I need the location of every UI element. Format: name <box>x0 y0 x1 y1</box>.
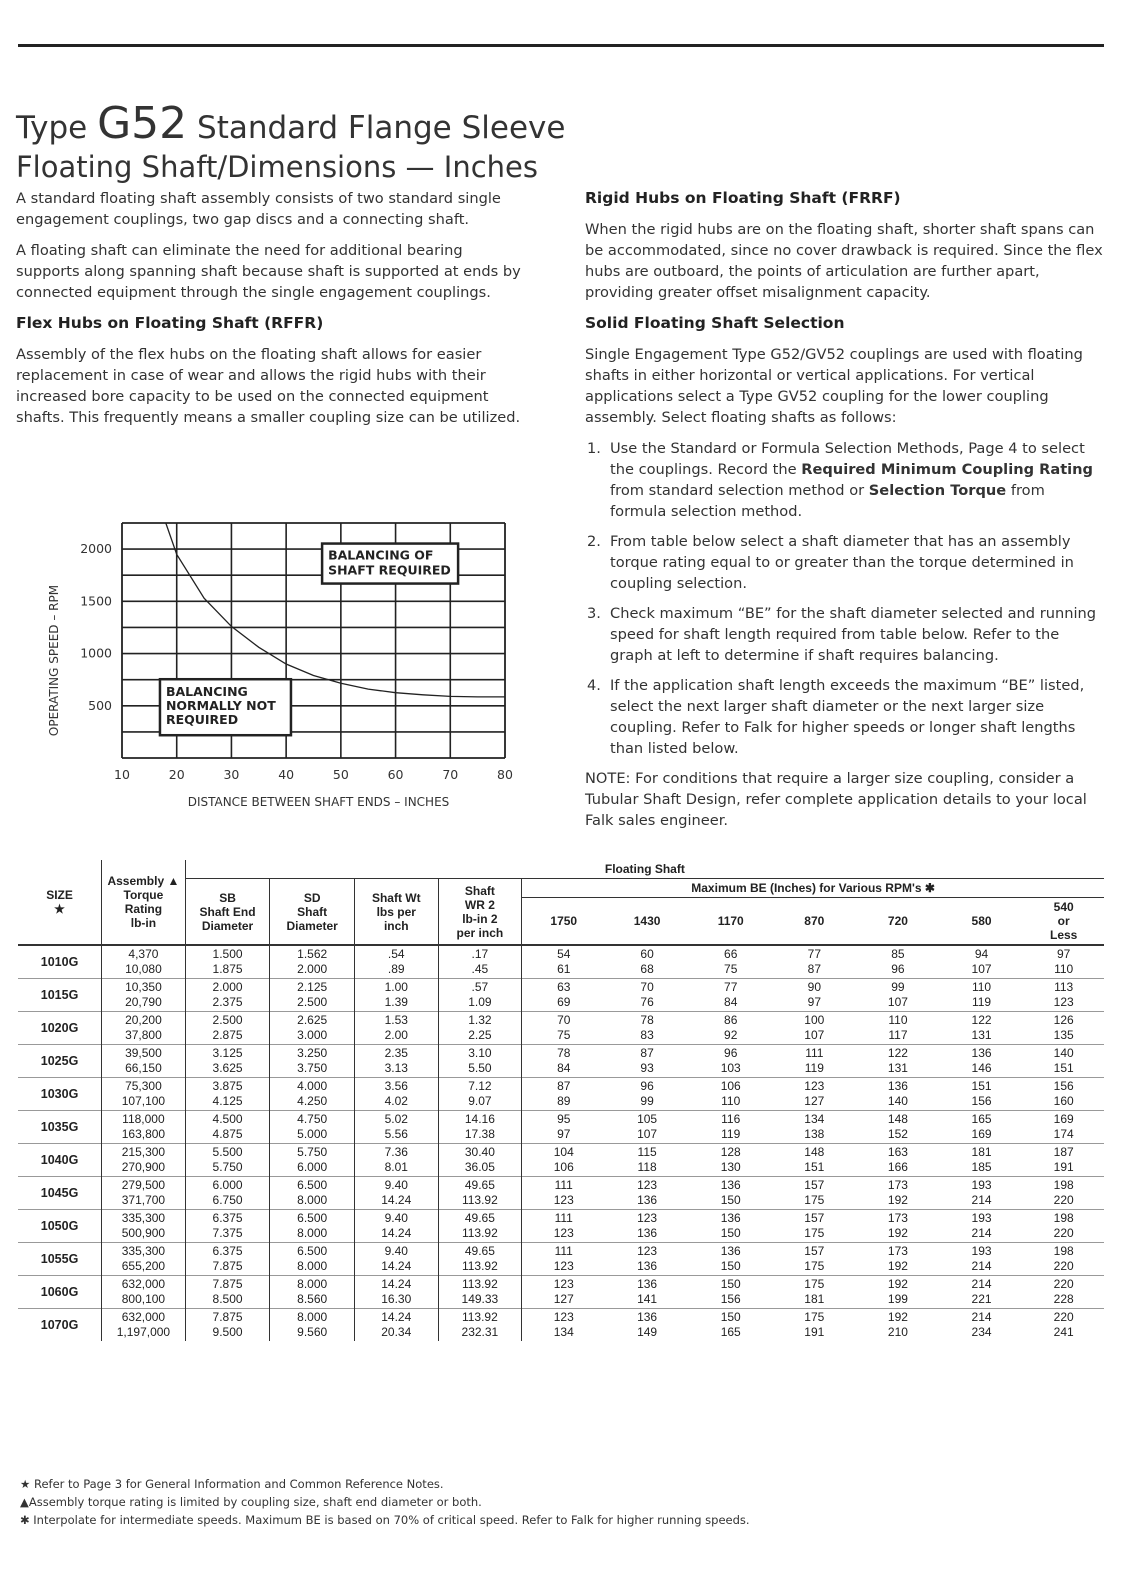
cell-max-be: 97 110 <box>1054 947 1074 976</box>
table-row <box>18 979 1104 1012</box>
cell-shaft-wt: 5.02 5.56 <box>354 1111 438 1144</box>
title-model: G52 <box>97 98 188 149</box>
header-shaft-wt: Shaft Wt lbs per inch <box>354 879 438 946</box>
cell-max-be: 192 199 <box>887 1277 908 1306</box>
table-row <box>18 1177 1104 1210</box>
note-paragraph: NOTE: For conditions that require a larger size coupling, consider a Tubular Shaft Design, refer complete application details to your local Falk sales engineer. <box>585 770 1087 829</box>
footnotes <box>20 1475 750 1529</box>
cell-max-be: 99 107 <box>887 980 908 1009</box>
cell-max-be: 106 110 <box>720 1079 741 1108</box>
cell-max-be: 123 134 <box>522 1309 606 1342</box>
cell-max-be: 165 169 <box>971 1112 992 1141</box>
cell-max-be: 123 127 <box>522 1276 606 1309</box>
cell-shaft-wr: 49.65 113.92 <box>438 1243 522 1276</box>
header-torque: Assembly ▲ Torque Rating lb-in <box>102 860 186 945</box>
x-tick-label: 40 <box>278 767 295 782</box>
cell-sb: 2.000 2.375 <box>185 979 270 1012</box>
flex-hubs-paragraph: Assembly of the flex hubs on the floating shaft allows for easier replacement in case of wear and allows the rigid hubs with their increased bore capacity to be used on the connected equipment shafts. This frequently means a smaller coupling size can be utilized. <box>16 346 521 426</box>
cell-torque: 75,300 107,100 <box>102 1078 186 1111</box>
cell-max-be: 173 192 <box>887 1211 908 1240</box>
step-4: 4. If the application shaft length exceeds the maximum “BE” listed, select the next larger shaft diameter or the next larger size coupling. Refer to Falk for higher speeds or longer shaft lengths than listed below. <box>587 677 1085 757</box>
cell-max-be: 198 220 <box>1053 1244 1074 1273</box>
balancing-chart-svg <box>40 515 545 820</box>
cell-shaft-wt: 9.40 14.24 <box>354 1177 438 1210</box>
cell-shaft-wt: .54 .89 <box>354 945 438 979</box>
annotation-balancing-required <box>322 544 458 584</box>
cell-max-be: 187 191 <box>1053 1145 1074 1174</box>
x-tick-label: 50 <box>332 767 349 782</box>
cell-max-be: 77 84 <box>724 980 738 1009</box>
cell-max-be: 175 191 <box>804 1310 825 1339</box>
annotation-balancing-not-required <box>160 679 291 735</box>
cell-max-be: 123 136 <box>637 1211 658 1240</box>
title-prefix: Type <box>16 110 88 146</box>
annotation-required-line2: SHAFT REQUIRED <box>328 562 451 578</box>
top-rule <box>18 44 1104 47</box>
cell-size: 1040G <box>40 1152 79 1167</box>
x-tick-label: 10 <box>114 767 130 782</box>
cell-shaft-wt: 7.36 8.01 <box>354 1144 438 1177</box>
table-row <box>18 1276 1104 1309</box>
cell-max-be: 163 166 <box>887 1145 908 1174</box>
cell-torque: 4,370 10,080 <box>102 945 186 979</box>
cell-max-be: 136 150 <box>720 1244 741 1273</box>
table-row <box>18 1309 1104 1342</box>
cell-max-be: 214 221 <box>971 1277 992 1306</box>
cell-max-be: 136 149 <box>637 1310 658 1339</box>
cell-max-be: 110 117 <box>888 1013 908 1042</box>
cell-max-be: 78 84 <box>522 1045 606 1078</box>
header-max-be: Maximum BE (Inches) for Various RPM's ✱ <box>522 879 1104 898</box>
cell-max-be: 193 214 <box>971 1211 992 1240</box>
cell-max-be: 136 150 <box>720 1211 741 1240</box>
cell-shaft-wt: 9.40 14.24 <box>354 1243 438 1276</box>
step-2: 2. From table below select a shaft diameter that has an assembly torque rating equal to or greater than the torque determined in coupling selection. <box>587 533 1074 592</box>
header-floating-shaft: Floating Shaft <box>185 860 1104 879</box>
cell-max-be: 96 103 <box>720 1046 741 1075</box>
cell-max-be: 85 96 <box>891 947 905 976</box>
cell-size: 1010G <box>40 954 79 969</box>
cell-max-be: 169 174 <box>1053 1112 1074 1141</box>
cell-max-be: 86 92 <box>724 1013 738 1042</box>
cell-max-be: 70 76 <box>640 980 654 1009</box>
cell-max-be: 90 97 <box>807 980 821 1009</box>
cell-torque: 20,200 37,800 <box>102 1012 186 1045</box>
cell-max-be: 148 152 <box>887 1112 908 1141</box>
cell-shaft-wt: 9.40 14.24 <box>354 1210 438 1243</box>
cell-max-be: 193 214 <box>971 1244 992 1273</box>
cell-shaft-wt: 1.00 1.39 <box>354 979 438 1012</box>
cell-max-be: 126 135 <box>1053 1013 1074 1042</box>
cell-max-be: 136 141 <box>637 1277 658 1306</box>
cell-sd: 1.562 2.000 <box>270 945 355 979</box>
y-tick-label: 2000 <box>80 541 112 557</box>
table-row <box>18 1210 1104 1243</box>
dimensions-table <box>18 860 1104 1341</box>
table-row <box>18 1111 1104 1144</box>
cell-max-be: 198 220 <box>1053 1178 1074 1207</box>
cell-torque: 39,500 66,150 <box>102 1045 186 1078</box>
cell-torque: 632,000 800,100 <box>102 1276 186 1309</box>
cell-max-be: 113 123 <box>1053 980 1074 1009</box>
cell-max-be: 128 130 <box>720 1145 741 1174</box>
cell-max-be: 181 185 <box>971 1145 992 1174</box>
cell-shaft-wr: 3.10 5.50 <box>438 1045 522 1078</box>
cell-max-be: 136 146 <box>971 1046 992 1075</box>
annotation-required-line1: BALANCING OF <box>328 547 434 563</box>
y-tick-labels <box>80 541 112 713</box>
cell-max-be: 95 97 <box>522 1111 606 1144</box>
cell-max-be: 96 99 <box>640 1079 654 1108</box>
table-row <box>18 1012 1104 1045</box>
x-axis-label: DISTANCE BETWEEN SHAFT ENDS – INCHES <box>187 795 450 809</box>
cell-size: 1035G <box>40 1119 79 1134</box>
cell-shaft-wr: 7.12 9.07 <box>438 1078 522 1111</box>
header-rpm-540-or-less: 540 or Less <box>1049 900 1078 942</box>
cell-max-be: 111 123 <box>522 1177 606 1210</box>
cell-sd: 5.750 6.000 <box>270 1144 355 1177</box>
step-1: 1. Use the Standard or Formula Selection Methods, Page 4 to select the couplings. Record the Required Minimum Coupling Rating from standard selection method or Selection Torque from formula selection method. <box>587 440 1094 520</box>
cell-max-be: 122 131 <box>887 1046 908 1075</box>
balancing-chart <box>40 515 545 820</box>
cell-sd: 4.000 4.250 <box>270 1078 355 1111</box>
x-tick-label: 30 <box>223 767 240 782</box>
intro-paragraph: A standard floating shaft assembly consists of two standard single engagement couplings, two gap discs and a connecting shaft. <box>16 190 501 228</box>
cell-sb: 1.500 1.875 <box>185 945 270 979</box>
cell-max-be: 111 123 <box>522 1210 606 1243</box>
table-row <box>18 945 1104 979</box>
cell-shaft-wt: 3.56 4.02 <box>354 1078 438 1111</box>
cell-max-be: 136 140 <box>887 1079 908 1108</box>
cell-max-be: 156 160 <box>1053 1079 1074 1108</box>
page-subtitle: Floating Shaft/Dimensions — Inches <box>16 150 538 184</box>
cell-size: 1030G <box>40 1086 79 1101</box>
cell-sd: 6.500 8.000 <box>270 1243 355 1276</box>
cell-max-be: 214 234 <box>971 1310 992 1339</box>
cell-shaft-wr: 49.65 113.92 <box>438 1210 522 1243</box>
cell-sd: 3.250 3.750 <box>270 1045 355 1078</box>
cell-size: 1055G <box>40 1251 79 1266</box>
table-row <box>18 1045 1104 1078</box>
header-rpm-870: 870 <box>804 914 825 928</box>
footnote-asterisk: ✱ Interpolate for intermediate speeds. Maximum BE is based on 70% of critical speed. Refer to Falk for higher running speeds. <box>20 1513 750 1527</box>
cell-sb: 4.500 4.875 <box>185 1111 270 1144</box>
annotation-not-required-line3: REQUIRED <box>165 712 239 728</box>
cell-max-be: 173 192 <box>887 1178 908 1207</box>
y-axis-label: OPERATING SPEED – RPM <box>47 584 61 737</box>
cell-max-be: 63 69 <box>522 979 606 1012</box>
cell-shaft-wt: 14.24 20.34 <box>354 1309 438 1342</box>
cell-sb: 7.875 9.500 <box>185 1309 270 1342</box>
step-3: 3. Check maximum “BE” for the shaft diameter selected and running speed for shaft length required from table below. Refer to the graph at left to determine if shaft requires balancing. <box>587 605 1097 664</box>
cell-sb: 6.375 7.375 <box>185 1210 270 1243</box>
cell-max-be: 87 89 <box>522 1078 606 1111</box>
cell-max-be: 123 136 <box>637 1178 658 1207</box>
cell-max-be: 111 123 <box>522 1243 606 1276</box>
cell-max-be: 175 181 <box>804 1277 825 1306</box>
cell-shaft-wr: 113.92 149.33 <box>438 1276 522 1309</box>
flex-hubs-heading: Flex Hubs on Floating Shaft (RFFR) <box>16 314 324 332</box>
x-tick-label: 70 <box>442 767 459 782</box>
cell-sb: 3.125 3.625 <box>185 1045 270 1078</box>
cell-torque: 279,500 371,700 <box>102 1177 186 1210</box>
left-column <box>16 188 526 438</box>
cell-max-be: 193 214 <box>971 1178 992 1207</box>
cell-max-be: 151 156 <box>971 1079 992 1108</box>
annotation-not-required-line2: NORMALLY NOT <box>165 698 276 714</box>
header-shaft-wr: Shaft WR 2 lb-in 2 per inch <box>438 879 522 946</box>
cell-max-be: 54 61 <box>522 945 606 979</box>
y-tick-label: 1000 <box>80 645 112 661</box>
rigid-hubs-heading: Rigid Hubs on Floating Shaft (FRRF) <box>585 189 901 207</box>
cell-shaft-wr: 49.65 113.92 <box>438 1177 522 1210</box>
cell-shaft-wr: 113.92 232.31 <box>438 1309 522 1342</box>
right-column <box>585 188 1105 841</box>
cell-max-be: 70 75 <box>522 1012 606 1045</box>
cell-max-be: 173 192 <box>887 1244 908 1273</box>
footnote-triangle: ▲Assembly torque rating is limited by coupling size, shaft end diameter or both. <box>20 1495 482 1509</box>
cell-size: 1015G <box>40 987 79 1002</box>
header-sb: SB Shaft End Diameter <box>185 879 270 946</box>
cell-size: 1025G <box>40 1053 79 1068</box>
cell-max-be: 123 136 <box>637 1244 658 1273</box>
cell-sd: 6.500 8.000 <box>270 1177 355 1210</box>
x-tick-label: 80 <box>497 767 513 782</box>
floating-shaft-paragraph: A floating shaft can eliminate the need for additional bearing supports along spanning shaft because shaft is supported at ends by connected equipment through the single engagement couplings. <box>16 242 521 301</box>
cell-max-be: 122 131 <box>971 1013 992 1042</box>
solid-shaft-heading: Solid Floating Shaft Selection <box>585 314 845 332</box>
cell-sb: 7.875 8.500 <box>185 1276 270 1309</box>
table-row <box>18 1243 1104 1276</box>
cell-max-be: 115 118 <box>637 1145 657 1174</box>
cell-max-be: 192 210 <box>887 1310 908 1339</box>
cell-max-be: 198 220 <box>1053 1211 1074 1240</box>
cell-shaft-wr: 1.32 2.25 <box>438 1012 522 1045</box>
cell-max-be: 78 83 <box>640 1013 654 1042</box>
cell-shaft-wt: 1.53 2.00 <box>354 1012 438 1045</box>
cell-max-be: 136 150 <box>720 1178 741 1207</box>
cell-sd: 2.625 3.000 <box>270 1012 355 1045</box>
cell-torque: 335,300 655,200 <box>102 1243 186 1276</box>
cell-shaft-wt: 14.24 16.30 <box>354 1276 438 1309</box>
header-rpm-720: 720 <box>887 914 908 928</box>
header-rpm-580: 580 <box>971 914 992 928</box>
cell-max-be: 148 151 <box>804 1145 825 1174</box>
solid-shaft-paragraph: Single Engagement Type G52/GV52 couplings are used with floating shafts in either horizontal or vertical applications. For vertical applications select a Type GV52 coupling for the lower coupling assembly. Select floating shafts as follows: <box>585 346 1083 426</box>
cell-torque: 118,000 163,800 <box>102 1111 186 1144</box>
cell-sd: 6.500 8.000 <box>270 1210 355 1243</box>
rigid-hubs-paragraph: When the rigid hubs are on the floating shaft, shorter shaft spans can be accommodated, since no cover drawback is required. Since the flex hubs are outboard, the points of articulation are further apart, providing greater offset misalignment capacity. <box>585 221 1103 301</box>
cell-size: 1045G <box>40 1185 79 1200</box>
header-rpm-1170: 1170 <box>717 914 744 928</box>
annotation-not-required-line1: BALANCING <box>165 684 248 700</box>
cell-sb: 5.500 5.750 <box>185 1144 270 1177</box>
cell-max-be: 77 87 <box>807 947 821 976</box>
x-tick-labels <box>114 767 513 782</box>
cell-size: 1060G <box>40 1284 79 1299</box>
cell-max-be: 60 68 <box>640 947 654 976</box>
cell-torque: 10,350 20,790 <box>102 979 186 1012</box>
title-rest: Standard Flange Sleeve <box>197 110 566 146</box>
cell-sd: 4.750 5.000 <box>270 1111 355 1144</box>
table-body <box>18 945 1104 1341</box>
cell-size: 1070G <box>40 1317 79 1332</box>
cell-max-be: 220 228 <box>1053 1277 1074 1306</box>
cell-max-be: 150 165 <box>720 1310 741 1339</box>
cell-torque: 632,000 1,197,000 <box>102 1309 186 1342</box>
cell-shaft-wr: 30.40 36.05 <box>438 1144 522 1177</box>
cell-max-be: 87 93 <box>640 1046 654 1075</box>
footnote-star: ★ Refer to Page 3 for General Information and Common Reference Notes. <box>20 1477 444 1491</box>
cell-max-be: 105 107 <box>637 1112 658 1141</box>
cell-max-be: 66 75 <box>724 947 738 976</box>
cell-max-be: 157 175 <box>804 1178 825 1207</box>
cell-max-be: 94 107 <box>971 947 992 976</box>
cell-max-be: 100 107 <box>804 1013 825 1042</box>
selection-steps <box>585 438 1105 759</box>
header-size: SIZE ★ <box>46 888 73 916</box>
cell-sd: 8.000 8.560 <box>270 1276 355 1309</box>
cell-max-be: 116 119 <box>721 1112 741 1141</box>
x-tick-label: 60 <box>387 767 404 782</box>
cell-max-be: 111 119 <box>804 1046 824 1075</box>
y-tick-label: 500 <box>88 697 112 713</box>
table-row <box>18 1078 1104 1111</box>
cell-shaft-wr: .17 .45 <box>438 945 522 979</box>
header-rpm-1750: 1750 <box>522 898 606 946</box>
cell-sb: 3.875 4.125 <box>185 1078 270 1111</box>
cell-max-be: 104 106 <box>522 1144 606 1177</box>
cell-max-be: 123 127 <box>804 1079 825 1108</box>
y-tick-label: 1500 <box>80 593 112 609</box>
cell-max-be: 157 175 <box>804 1211 825 1240</box>
cell-torque: 335,300 500,900 <box>102 1210 186 1243</box>
header-rpm-1430: 1430 <box>633 914 661 928</box>
cell-max-be: 110 119 <box>971 980 992 1009</box>
cell-torque: 215,300 270,900 <box>102 1144 186 1177</box>
cell-sd: 8.000 9.560 <box>270 1309 355 1342</box>
cell-sb: 6.000 6.750 <box>185 1177 270 1210</box>
x-tick-label: 20 <box>168 767 185 782</box>
cell-size: 1020G <box>40 1020 79 1035</box>
cell-shaft-wr: .57 1.09 <box>438 979 522 1012</box>
cell-max-be: 150 156 <box>720 1277 741 1306</box>
cell-size: 1050G <box>40 1218 79 1233</box>
cell-max-be: 220 241 <box>1053 1310 1074 1339</box>
cell-sb: 2.500 2.875 <box>185 1012 270 1045</box>
cell-max-be: 157 175 <box>804 1244 825 1273</box>
page-title <box>16 98 565 149</box>
cell-sb: 6.375 7.875 <box>185 1243 270 1276</box>
cell-max-be: 134 138 <box>804 1112 825 1141</box>
cell-sd: 2.125 2.500 <box>270 979 355 1012</box>
cell-max-be: 140 151 <box>1053 1046 1074 1075</box>
cell-shaft-wt: 2.35 3.13 <box>354 1045 438 1078</box>
table-row <box>18 1144 1104 1177</box>
cell-shaft-wr: 14.16 17.38 <box>438 1111 522 1144</box>
header-sd: SD Shaft Diameter <box>270 879 355 946</box>
